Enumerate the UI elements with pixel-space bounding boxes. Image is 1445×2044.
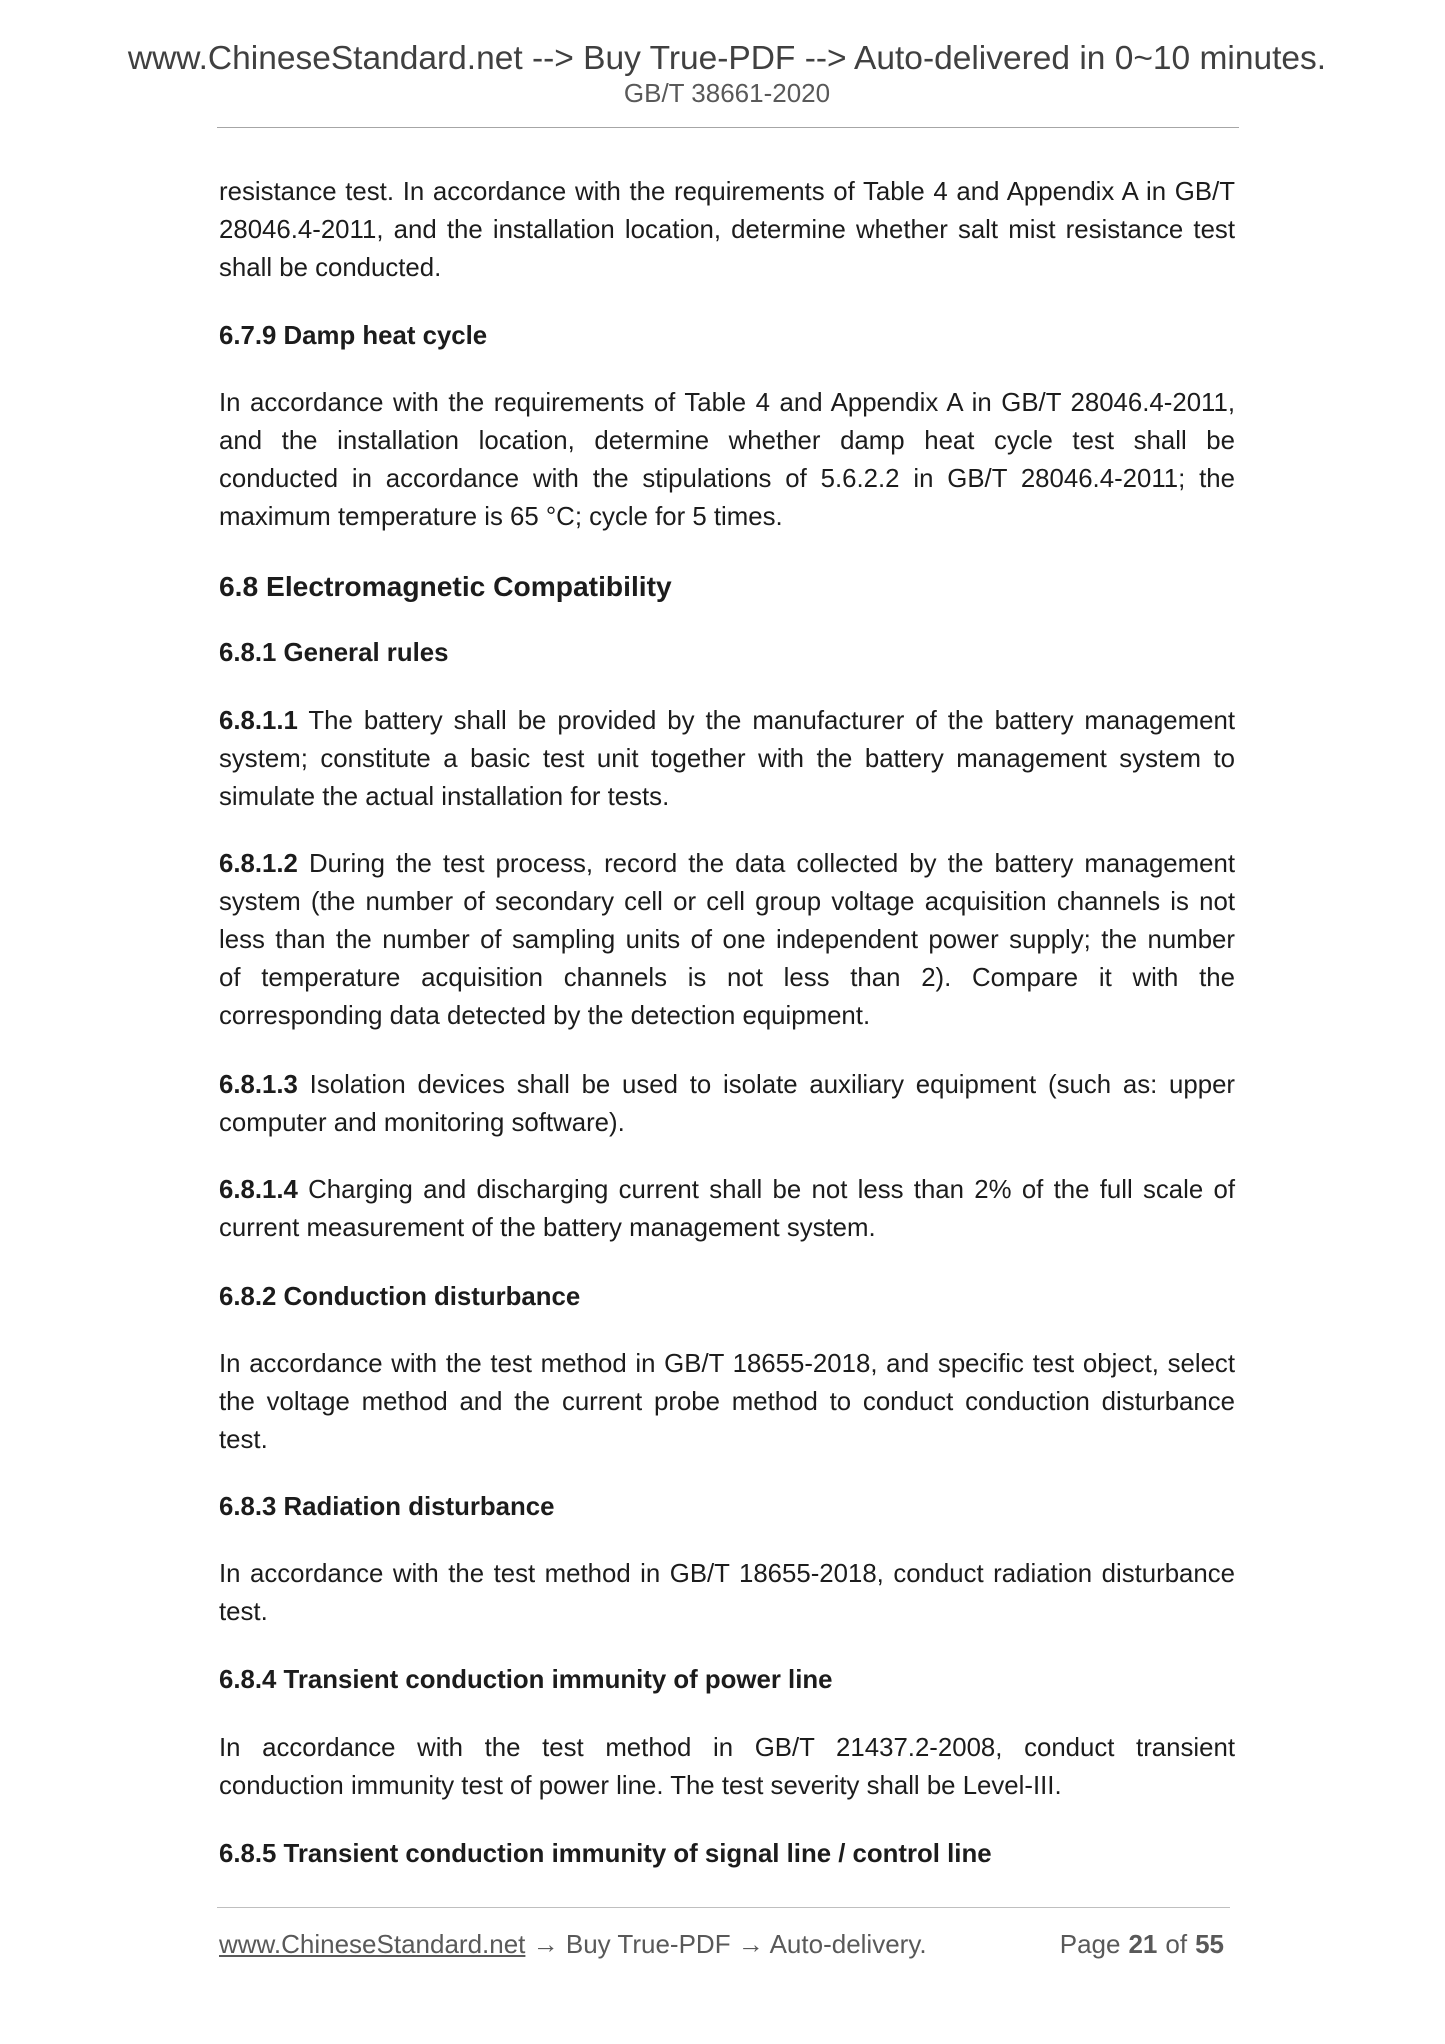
header-banner: www.ChineseStandard.net --> Buy True-PDF --> Auto-delivered in 0~10 minutes. bbox=[127, 40, 1327, 77]
paragraph-line: conducted in accordance with the stipulations of 5.6.2.2 in GB/T 28046.4-2011; the bbox=[219, 465, 1235, 494]
paragraph-line: system (the number of secondary cell or cell group voltage acquisition channels is not bbox=[219, 888, 1235, 917]
paragraph-6-7-9 bbox=[219, 384, 1235, 536]
paragraph-line: less than the number of sampling units of one independent power supply; the number bbox=[219, 926, 1235, 955]
footer-promo bbox=[219, 1929, 927, 1959]
heading-6-8: 6.8 Electromagnetic Compatibility bbox=[219, 570, 672, 602]
page-of-label: of bbox=[1165, 1929, 1188, 1959]
clause-number: 6.8.1.2 bbox=[219, 850, 298, 878]
page-label: Page bbox=[1059, 1929, 1121, 1959]
clause-number: 6.8.1.1 bbox=[219, 707, 298, 735]
paragraph-line: simulate the actual installation for tests. bbox=[219, 783, 670, 812]
paragraph-line bbox=[219, 1171, 1235, 1209]
paragraph-line: test. bbox=[219, 1598, 268, 1627]
paragraph-6-8-2 bbox=[219, 1345, 1235, 1459]
paragraph-line: shall be conducted. bbox=[219, 254, 442, 283]
clause-text: Charging and discharging current shall be not less than 2% of the full scale of bbox=[308, 1176, 1235, 1204]
standard-code: GB/T 38661-2020 bbox=[623, 78, 831, 108]
page-indicator bbox=[1060, 1929, 1224, 1959]
paragraph-continuation bbox=[219, 173, 1235, 287]
heading-6-8-3: 6.8.3 Radiation disturbance bbox=[219, 1493, 555, 1521]
paragraph-line: test. bbox=[219, 1426, 268, 1455]
paragraph-line: 28046.4-2011, and the installation location, determine whether salt mist resistance test bbox=[219, 216, 1235, 245]
paragraph-6-8-4 bbox=[219, 1729, 1235, 1805]
clause-text: The battery shall be provided by the manufacturer of the battery management bbox=[308, 707, 1236, 735]
heading-6-8-1: 6.8.1 General rules bbox=[219, 639, 449, 667]
footer-divider bbox=[217, 1907, 1230, 1908]
paragraph-line bbox=[219, 1066, 1235, 1104]
clause-6-8-1-4 bbox=[219, 1171, 1235, 1247]
paragraph-line bbox=[219, 702, 1235, 740]
paragraph-line: of temperature acquisition channels is not less than 2). Compare it with the bbox=[219, 964, 1235, 993]
paragraph-line: and the installation location, determine whether damp heat cycle test shall be bbox=[219, 427, 1235, 456]
heading-6-8-5: 6.8.5 Transient conduction immunity of signal line / control line bbox=[219, 1840, 992, 1868]
header-divider bbox=[217, 127, 1239, 128]
paragraph-line: resistance test. In accordance with the requirements of Table 4 and Appendix A in GB/T bbox=[219, 178, 1235, 206]
clause-6-8-1-2 bbox=[219, 845, 1235, 1035]
footer-tagline: → Buy True-PDF → Auto-delivery. bbox=[532, 1929, 927, 1959]
paragraph-line: maximum temperature is 65 °C; cycle for 5 times. bbox=[219, 503, 783, 532]
page-total: 55 bbox=[1195, 1929, 1224, 1959]
paragraph-line: the voltage method and the current probe method to conduct conduction disturbance bbox=[219, 1388, 1235, 1417]
paragraph-line: system; constitute a basic test unit together with the battery management system to bbox=[219, 745, 1235, 774]
heading-6-8-4: 6.8.4 Transient conduction immunity of power line bbox=[219, 1666, 833, 1694]
paragraph-line: In accordance with the test method in GB/T 18655-2018, conduct radiation disturbance bbox=[219, 1560, 1235, 1588]
clause-number: 6.8.1.4 bbox=[219, 1176, 298, 1204]
paragraph-6-8-3 bbox=[219, 1555, 1235, 1631]
clause-text: During the test process, record the data collected by the battery management bbox=[308, 850, 1235, 878]
paragraph-line: In accordance with the test method in GB/T 21437.2-2008, conduct transient bbox=[219, 1734, 1235, 1762]
footer-site-link[interactable]: www.ChineseStandard.net bbox=[219, 1929, 526, 1959]
clause-text: Isolation devices shall be used to isolate auxiliary equipment (such as: upper bbox=[309, 1071, 1236, 1099]
paragraph-line: In accordance with the requirements of Table 4 and Appendix A in GB/T 28046.4-2011, bbox=[219, 389, 1235, 417]
clause-6-8-1-3 bbox=[219, 1066, 1235, 1142]
clause-6-8-1-1 bbox=[219, 702, 1235, 816]
paragraph-line: corresponding data detected by the detection equipment. bbox=[219, 1002, 871, 1031]
paragraph-line: computer and monitoring software). bbox=[219, 1109, 625, 1138]
heading-6-7-9: 6.7.9 Damp heat cycle bbox=[219, 322, 488, 350]
page-current: 21 bbox=[1128, 1929, 1158, 1959]
paragraph-line: conduction immunity test of power line. The test severity shall be Level-III. bbox=[219, 1772, 1062, 1801]
paragraph-line bbox=[219, 845, 1235, 883]
paragraph-line: current measurement of the battery management system. bbox=[219, 1214, 876, 1243]
heading-6-8-2: 6.8.2 Conduction disturbance bbox=[219, 1283, 581, 1311]
paragraph-line: In accordance with the test method in GB/T 18655-2018, and specific test object, select bbox=[219, 1350, 1235, 1378]
clause-number: 6.8.1.3 bbox=[219, 1071, 298, 1099]
